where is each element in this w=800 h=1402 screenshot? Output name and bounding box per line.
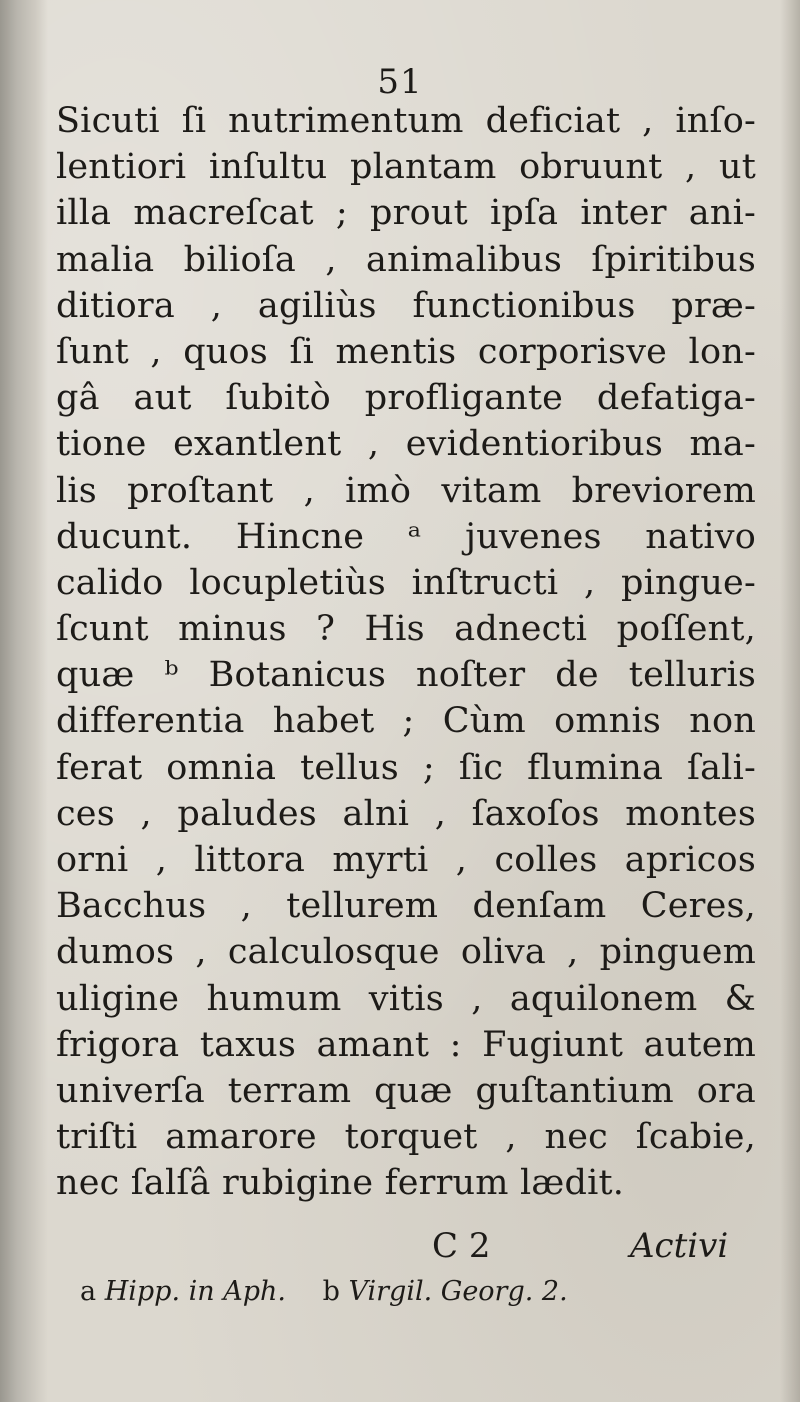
text-line: ſcunt minus ? His adnecti poſſent, (56, 609, 756, 650)
text-line: tione exantlent , evidentioribus ma- (56, 424, 756, 465)
text-line: Bacchus , tellurem denſam Ceres, (56, 886, 756, 927)
text-line: univerſa terram quæ guſtantium ora (56, 1070, 756, 1111)
footnote-a (80, 1274, 286, 1310)
page-gutter-shadow (0, 0, 48, 1402)
signature-row (0, 1224, 800, 1268)
text-line: nec ſalſâ rubigine ferrum lædit. (56, 1163, 625, 1204)
footnotes (80, 1274, 568, 1310)
text-line: triſti amarore torquet , nec ſcabie, (56, 1117, 756, 1158)
body-text (56, 98, 756, 1207)
text-line: illa macreſcat ; prout ipſa inter ani- (56, 193, 756, 234)
text-line: ces , paludes alni , ſaxoſos montes (56, 793, 756, 834)
text-line: Sicuti ſi nutrimentum deficiat , inſo- (56, 101, 756, 141)
text-line: quæ ᵇ Botanicus noſter de telluris (56, 655, 756, 696)
footnote-reference: Virgil. Georg. 2. (348, 1276, 568, 1307)
signature-mark: C 2 (432, 1226, 491, 1266)
page-edge-shadow (780, 0, 800, 1402)
text-line: ditiora , agiliùs functionibus præ- (56, 285, 756, 326)
text-line: orni , littora myrti , colles apricos (56, 840, 756, 880)
text-line: ferat omnia tellus ; ſic flumina ſali- (56, 747, 756, 788)
text-line: dumos , calculosque oliva , pinguem (56, 932, 756, 973)
text-line: calido locupletiùs inſtructi , pingue- (56, 562, 756, 603)
text-line: lis proſtant , imò vitam breviorem (56, 470, 756, 511)
text-line: uligine humum vitis , aquilonem & (56, 978, 756, 1019)
page-number: 51 (377, 62, 423, 102)
footnote-marker: a (80, 1276, 97, 1307)
text-line: ducunt. Hincne ᵃ juvenes nativo (56, 516, 756, 557)
footnote-b (323, 1274, 568, 1310)
text-line: gâ aut ſubitò profligante defatiga- (56, 378, 756, 419)
catchword: Activi (630, 1226, 729, 1266)
text-line: lentiori inſultu plantam obruunt , ut (56, 147, 756, 188)
text-line: frigora taxus amant : Fugiunt autem (56, 1024, 756, 1065)
footnote-reference: Hipp. in Aph. (104, 1276, 286, 1307)
text-line: differentia habet ; Cùm omnis non (56, 701, 756, 742)
footnote-marker: b (322, 1276, 340, 1307)
text-line: ſunt , quos ſi mentis corporisve lon- (56, 331, 756, 372)
text-line: malia bilioſa , animalibus ſpiritibus (56, 239, 756, 280)
